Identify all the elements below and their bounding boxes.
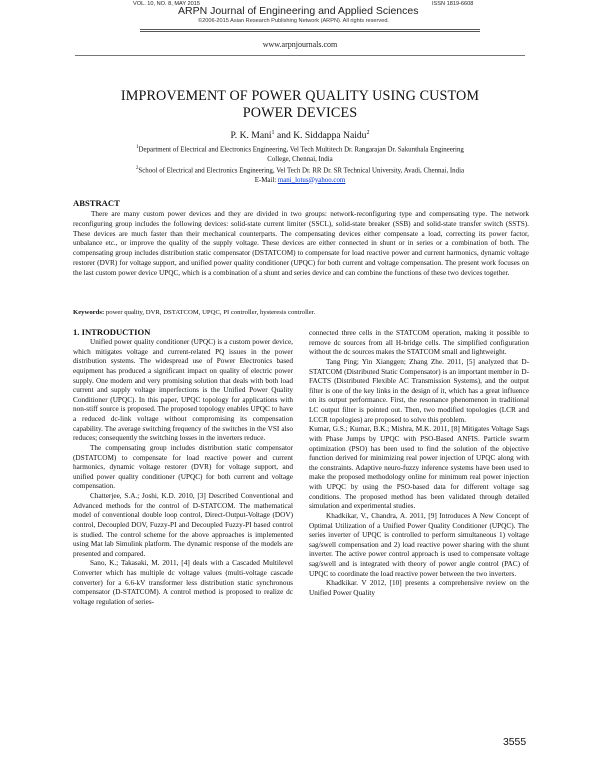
- affiliation-1-mark: 1: [136, 145, 139, 150]
- left-paragraph: The compensating group includes distribution static compensator (DSTATCOM) to compensate for load reactive power and current harmonics, dynamic voltage restorer (DVR) for voltage support, and unified power quality conditioner (UPQC) for both current and voltage compensation.: [73, 443, 293, 491]
- volume-info: VOL. 10, NO. 8, MAY 2015: [133, 1, 200, 7]
- email-label: E-Mail:: [254, 176, 278, 184]
- affiliation-1-line1: Department of Electrical and Electronics Engineering, Vel Tech Multitech Dr. Rangarajan Dr. Sakunthala Engineering: [138, 146, 464, 154]
- header-rule: [140, 29, 480, 30]
- left-paragraph: Unified power quality conditioner (UPQC) is a custom power device, which mitigates voltage and current-related PQ issues in the power distribution systems. The widespread use of Power Electronics based equipment has produced a significant impact on quality of electric power supply. One modern and very promising solution that deals with both load current and supply voltage imperfections is the Unified Power Quality Conditioner (UPQC). In this paper, UPQC topology for applications with non-stiff source is proposed. The proposed topology enables UPQC to have a reduced dc-link voltage without compromising its compensation capability. The average switching frequency of the switches in the VSI also reduces; consequently the switching losses in the inverters reduce.: [73, 338, 293, 443]
- email-link[interactable]: mani_lotus@yahoo.com: [277, 176, 346, 184]
- page-number: 3555: [503, 737, 527, 748]
- right-column: [309, 329, 529, 599]
- header-rule-double: [140, 31, 480, 32]
- keywords-text: power quality, DVR, DSTATCOM, UPQC, PI controller, hysteresis controller.: [104, 309, 316, 316]
- paper-title-line2: POWER DEVICES: [242, 105, 358, 121]
- affiliation-2: [0, 164, 600, 185]
- abstract-heading: ABSTRACT: [73, 198, 120, 208]
- author-1-mark: 1: [271, 130, 275, 136]
- website-rule: [75, 55, 525, 56]
- affiliation-2-mark: 2: [135, 166, 139, 171]
- affiliation-1-line2: College, Chennai, India: [267, 155, 333, 163]
- affiliation-1: [0, 143, 600, 164]
- keywords-label: Keywords:: [73, 309, 105, 316]
- author-2-mark: 2: [366, 130, 370, 136]
- paper-title: [100, 88, 500, 122]
- right-paragraph: Khadkikar. V 2012, [10] presents a comprehensive review on the Unified Power Quality: [309, 579, 529, 597]
- left-paragraph: Sano, K.; Takasaki, M. 2011, [4] deals with a Cascaded Multilevel Converter which has multiple dc voltage values (multi-voltage cascade converter) for a 6.6-kV transformer less distribution static synchronous compensator (D-STATCOM). A control method is proposed to realize dc voltage regulation of series-: [73, 559, 293, 606]
- right-paragraph: Kumar, G.S.; Kumar, B.K.; Mishra, M.K. 2011, [8] Mitigates Voltage Sags with Phase Jumps by UPQC with PSO-Based ANFIS. Particle swarm optimization (PSO) has been used to find the solution of the objective function derived for minimizing real power injection of UPQC along with the constraints. Adaptive neuro-fuzzy inference systems have been used to make the proposed methodology online for minimum real power injection with UPQC by using the PSO-based data for different voltage sag conditions. The proposed method has been validated through detailed simulation and experimental studies.: [309, 425, 529, 511]
- keywords: [73, 308, 529, 317]
- left-column: [73, 338, 293, 608]
- issn: ISSN 1819-6608: [432, 1, 474, 7]
- email-line: [0, 176, 600, 185]
- abstract-text: There are many custom power devices and they are divided in two groups: network-reconfiguring type and compensating type. The network reconfiguring group includes the following devices: solid-state current limiter (SSCL), solid-state breaker (SSB) and solid-state transfer switch (SSTS). These devices are much faster than their mechanical counterparts. The compensating devices either compensate a load, correcting its power factor, unbalance etc., or improve the quality of the supply voltage. These devices are either connected in shunt or in series or a combination of both. The compensating group includes distribution static compensator (DSTATCOM) to compensate for load reactive power and current harmonics, dynamic voltage restorer (DVR) for voltage support, and unified power quality conditioner (UPQC) for both current and voltage compensation. The present work focuses on the last custom power device UPQC, which is a combination of a shunt and series device and can combine the functions of these two devices together.: [73, 210, 529, 277]
- right-paragraph: Tang Ping; Yin Xianggen; Zhang Zhe. 2011, [5] analyzed that D-STATCOM (Distributed Static Compensator) is an important member in D-FACTS (Distributed Flexible AC Transmission Systems), and the output filter is one of the key links in the design of it, which has a great influence on its output performance. First, the resonance phenomenon in traditional LC output filter is pointed out. Then, two modified topologies (LCR and LCCR topologies) are proposed to solve this problem.: [309, 357, 529, 424]
- author-1: P. K. Mani: [230, 130, 272, 142]
- right-paragraph: Khadkikar, V., Chandra, A. 2011, [9] Introduces A New Concept of Optimal Utilization of a Unified Power Quality Conditioner (UPQC). The series inverter of UPQC is controlled to perform simultaneous 1) voltage sag/swell compensation and 2) load reactive power sharing with the shunt inverter. The active power control approach is used to compensate voltage sag/swell and is integrated with theory of power angle control (PAC) of UPQC to coordinate the load reactive power between the two inverters.: [309, 511, 529, 578]
- left-paragraph: Chatterjee, S.A.; Joshi, K.D. 2010, [3] Described Conventional and Advanced methods for the control of D-STATCOM. The mathematical model of conventional double loop control, Direct-Output-Voltage (DOV) control, Decoupled DOV, Fuzzy-PI and Decoupled Fuzzy-PI based control is studied. The control scheme for the above approaches is implemented using Mat lab Simulink platform. The dynamic response of the models are presented and compared.: [73, 492, 293, 558]
- author-separator: and: [274, 130, 294, 142]
- affiliation-2-line1: School of Electrical and Electronics Engineering, Vel Tech Dr. RR Dr. SR Technical University, Avadi, Chennai, India: [138, 167, 465, 175]
- section-heading: 1. INTRODUCTION: [73, 327, 151, 337]
- right-paragraph: connected three cells in the STATCOM operation, making it possible to remove dc sources from all H-bridge cells. The simplified configuration without the dc sources makes the STATCOM small and lightweight.: [309, 329, 529, 357]
- copyright-notice: ©2006-2015 Asian Research Publishing Network (ARPN). All rights reserved.: [198, 18, 389, 24]
- author-2: K. Siddappa Naidu: [293, 130, 367, 142]
- paper-title-line1: IMPROVEMENT OF POWER QUALITY USING CUSTOM: [120, 88, 480, 104]
- journal-website: www.arpnjournals.com: [262, 40, 338, 49]
- authors: [0, 130, 600, 141]
- journal-name: ARPN Journal of Engineering and Applied Sciences: [178, 5, 419, 17]
